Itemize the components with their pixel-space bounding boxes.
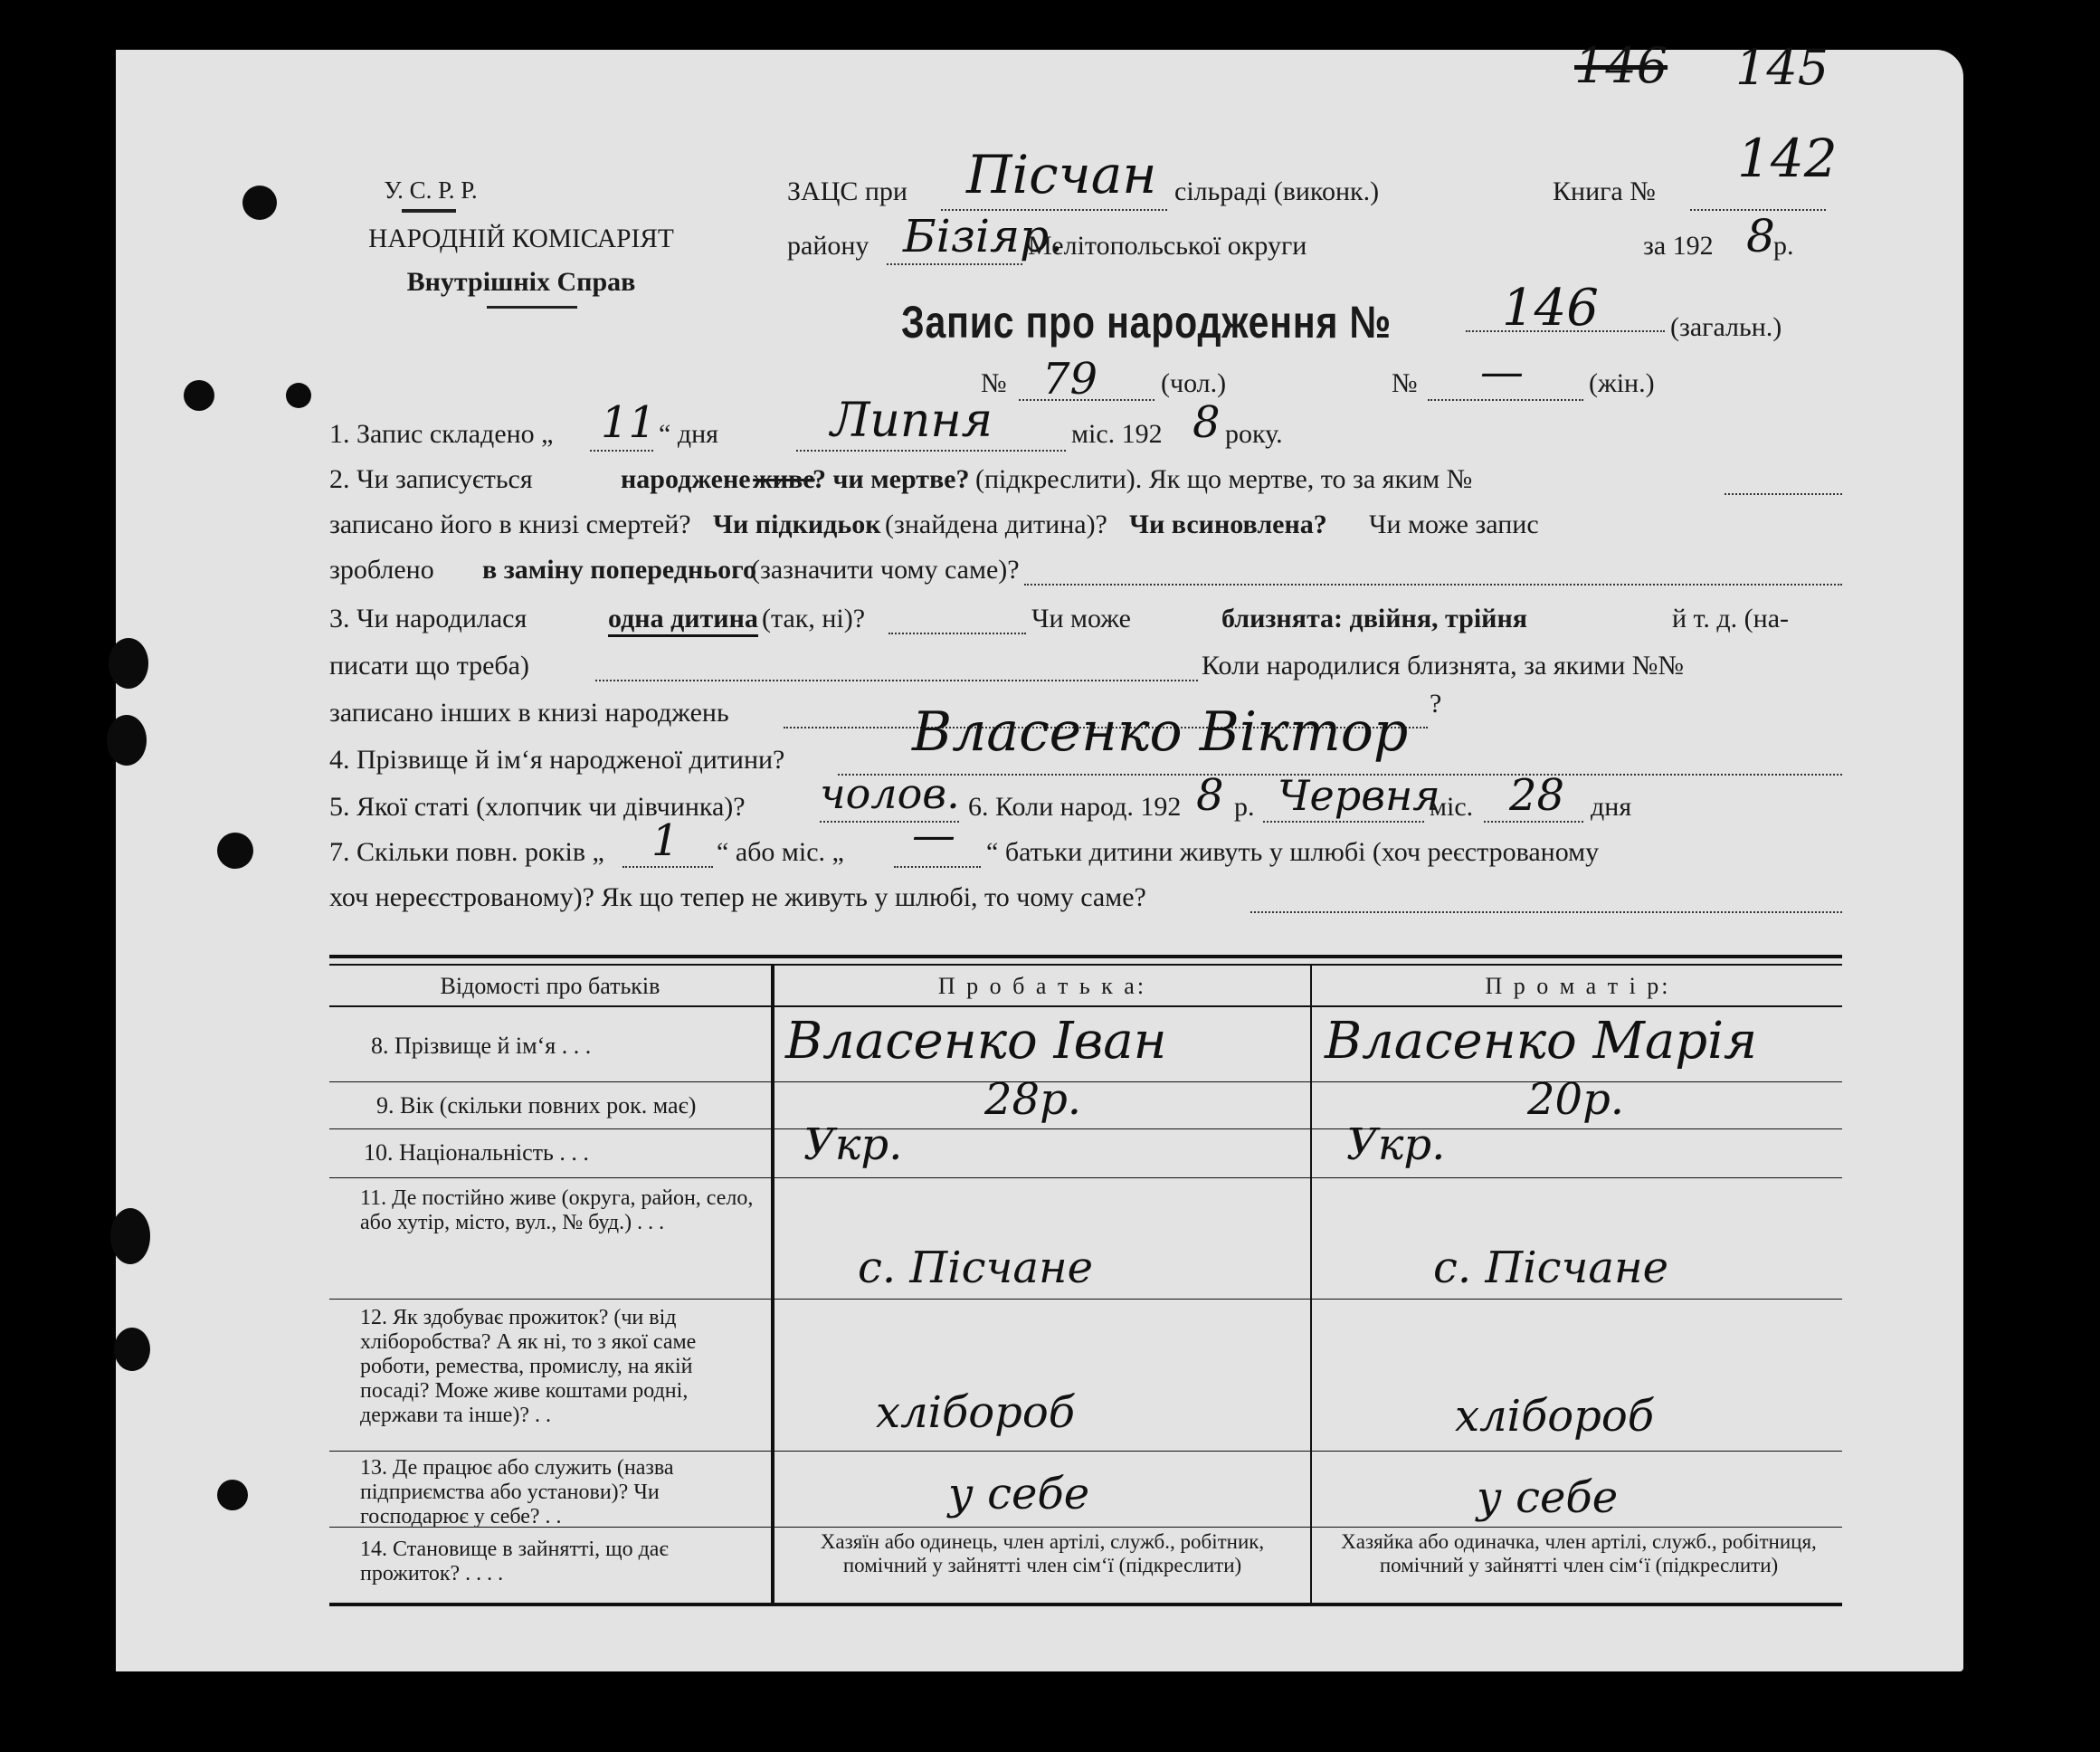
mother-name-handwritten: Власенко Марія xyxy=(1325,1012,1758,1071)
row-divider xyxy=(329,1128,1842,1129)
corner-number: 145 xyxy=(1735,39,1829,96)
internal-affairs-label: Внутрішніх Справ xyxy=(406,267,636,297)
punch-hole xyxy=(217,833,253,869)
punch-hole xyxy=(286,383,311,408)
line2-text-e: (підкреслити). Як що мертве, то за яким № xyxy=(975,464,1473,494)
year-handwritten: 8 xyxy=(1746,210,1775,262)
line4-text-a: зроблено xyxy=(329,555,434,585)
line5-text-c: (так, ні)? xyxy=(762,604,866,633)
line1-month-underline xyxy=(796,450,1066,452)
row14-label: 14. Становище в зайнятті, що дає прожиток? . . . . xyxy=(360,1538,669,1585)
male-number-handwritten: 79 xyxy=(1042,354,1098,405)
table-col-divider-2 xyxy=(1310,964,1312,1603)
line1-text-b: “ дня xyxy=(659,419,718,449)
row8-label: 8. Прізвище й ім‘я . . . xyxy=(371,1033,592,1059)
birth-day-handwritten: 28 xyxy=(1509,770,1565,821)
row12-label: 12. Як здобуває прожиток? (чи від хліборобства? А як ні, то з якої саме роботи, ремества, промислу, на якій посаді? Може живе коштами родні, держави та інше)? . . xyxy=(360,1306,697,1427)
line4-text-c: (зазначити чому саме)? xyxy=(751,555,1020,585)
line10-text-c: “ батьки дитини живуть у шлюбі (хоч реєстрованому xyxy=(986,837,1600,867)
line10-months-underline xyxy=(894,866,981,868)
mother-residence-handwritten: с. Пісчане xyxy=(1433,1243,1668,1293)
line10-years-underline xyxy=(622,866,713,868)
female-label: (жін.) xyxy=(1589,368,1655,398)
line9-text-c: р. xyxy=(1234,792,1255,822)
row-divider xyxy=(329,1451,1842,1452)
mother-workplace-handwritten: у себе xyxy=(1477,1472,1619,1523)
zags-suffix: сільраді (виконк.) xyxy=(1174,176,1380,206)
line1-text-a: 1. Запис складено „ xyxy=(329,419,554,449)
line9-text-d: міс. xyxy=(1430,792,1474,822)
line2-alive: живе xyxy=(753,464,815,494)
line9-day-underline xyxy=(1484,821,1583,823)
line4-replacement: в заміну попереднього xyxy=(482,555,757,585)
ussr-label: У. С. Р. Р. xyxy=(384,176,478,204)
table-top-rule-2 xyxy=(329,964,1842,966)
line6-text-a: писати що треба) xyxy=(329,651,529,681)
okrug-label: Мелітопольської округи xyxy=(1028,231,1307,261)
line5-text-d: Чи може xyxy=(1031,604,1131,633)
row13-label: 13. Де працює або служить (назва підприємства або установи)? Чи господарює у себе? . . xyxy=(360,1456,674,1528)
punch-hole xyxy=(217,1480,248,1510)
child-sex-handwritten: чолов. xyxy=(820,769,960,818)
birth-year-handwritten: 8 xyxy=(1196,770,1224,821)
document-page xyxy=(116,37,1963,1671)
year-prefix: за 192 xyxy=(1643,231,1714,261)
line7-question: ? xyxy=(1430,689,1442,719)
table-bottom-rule xyxy=(329,1603,1842,1606)
father-residence-handwritten: с. Пісчане xyxy=(858,1243,1093,1293)
line1-day-handwritten: 11 xyxy=(601,397,657,448)
punch-hole xyxy=(242,186,277,220)
line1-text-c: міс. 192 xyxy=(1071,419,1163,449)
row10-label: 10. Національність . . . xyxy=(364,1139,589,1166)
line7-text-a: записано інших в книзі народжень xyxy=(329,698,729,728)
line5-text-f: й т. д. (на- xyxy=(1672,604,1790,633)
table-top-rule xyxy=(329,955,1842,958)
mother-occupation-handwritten: хлібороб xyxy=(1455,1391,1655,1442)
line1-text-d: року. xyxy=(1225,419,1283,449)
row-divider xyxy=(329,1177,1842,1178)
mother-nationality-handwritten: Укр. xyxy=(1346,1119,1446,1170)
line4-underline xyxy=(1024,584,1842,586)
line11-underline xyxy=(1250,911,1842,913)
row11-label: 11. Де постійно живе (округа, район, село, або хутір, місто, вул., № буд.) . . . xyxy=(360,1186,754,1234)
line5-underline xyxy=(888,633,1026,634)
punch-hole xyxy=(107,715,147,766)
female-number-label: № xyxy=(1392,368,1418,398)
child-name-handwritten: Власенко Віктор xyxy=(912,700,1409,764)
ussr-divider xyxy=(402,209,456,213)
line1-year-handwritten: 8 xyxy=(1193,397,1221,448)
col-header-parents: Відомості про батьків xyxy=(440,973,660,999)
line3-foundling: Чи підкидьок xyxy=(713,509,881,539)
line3-text-e: Чи може запис xyxy=(1369,509,1539,539)
male-label: (чол.) xyxy=(1161,368,1227,398)
line3-text-a: записано його в книзі смертей? xyxy=(329,509,691,539)
line9-text-e: дня xyxy=(1591,792,1632,822)
punch-hole xyxy=(110,1208,150,1264)
internal-divider xyxy=(487,306,577,309)
book-label: Книга № xyxy=(1553,176,1656,206)
line9-month-underline xyxy=(1263,821,1424,823)
record-title: Запис про народження № xyxy=(901,297,1392,348)
line5-text-a: 3. Чи народилася xyxy=(329,604,527,633)
line9-text-a: 5. Якої статі (хлопчик чи дівчинка)? xyxy=(329,792,746,822)
female-number-handwritten: — xyxy=(1480,347,1524,397)
line2-born: народжене xyxy=(621,464,751,494)
line3-text-c: (знайдена дитина)? xyxy=(885,509,1107,539)
father-workplace-handwritten: у себе xyxy=(948,1469,1090,1519)
record-general-label: (загальн.) xyxy=(1670,312,1782,342)
punch-hole xyxy=(184,380,214,411)
zags-handwritten: Пісчан xyxy=(966,144,1157,205)
marriage-months-handwritten: — xyxy=(912,810,955,861)
line2-dead: ? чи мертве? xyxy=(812,464,970,494)
col-header-father: П р о б а т ь к а: xyxy=(937,973,1147,999)
mother-age-handwritten: 20р. xyxy=(1527,1074,1625,1125)
line3-adopted: Чи всиновлена? xyxy=(1129,509,1327,539)
line6-underline xyxy=(595,680,1198,681)
line1-month-handwritten: Липня xyxy=(831,394,993,448)
male-number-label: № xyxy=(981,368,1007,398)
book-number-handwritten: 142 xyxy=(1737,128,1838,189)
table-header-rule xyxy=(329,1005,1842,1007)
line10-text-b: “ або міс. „ xyxy=(717,837,844,867)
line1-day-underline xyxy=(590,450,653,452)
father-age-handwritten: 28р. xyxy=(984,1074,1082,1125)
row9-label: 9. Вік (скільки повних рок. має) xyxy=(376,1092,697,1119)
corner-struck-number: 146 xyxy=(1574,37,1668,94)
line5-twins: близнята: двійня, трійня xyxy=(1221,604,1527,633)
row-divider xyxy=(329,1299,1842,1300)
col-header-mother: П р о м а т і р: xyxy=(1485,973,1671,999)
year-suffix: р. xyxy=(1773,231,1794,261)
father-name-handwritten: Власенко Іван xyxy=(785,1012,1167,1071)
zags-label: ЗАЦС при xyxy=(787,176,907,206)
father-nationality-handwritten: Укр. xyxy=(803,1119,903,1170)
record-number-handwritten: 146 xyxy=(1502,279,1599,338)
line6-text-b: Коли народилися близнята, за якими №№ xyxy=(1202,651,1685,681)
punch-hole xyxy=(114,1328,150,1371)
father-occupation-handwritten: хлібороб xyxy=(876,1387,1076,1438)
line2-text-a: 2. Чи записується xyxy=(329,464,533,494)
birth-month-handwritten: Червня xyxy=(1278,771,1440,820)
raion-underline xyxy=(887,263,1022,265)
marriage-years-handwritten: 1 xyxy=(651,815,679,866)
line2-underline xyxy=(1725,493,1842,495)
father-status-options: Хазяїн або одинець, член артілі, служб., робітник, помічний у зайнятті член сім‘ї (підкреслити) xyxy=(820,1530,1265,1576)
line11-text-a: хоч нереєстрованому)? Як що тепер не живуть у шлюбі, то чому саме? xyxy=(329,882,1146,912)
line10-text-a: 7. Скільки повн. років „ xyxy=(329,837,604,867)
mother-status-options: Хазяйка або одиначка, член артілі, служб., робітниця, помічний у зайнятті член сім‘ї (підкреслити) xyxy=(1341,1530,1817,1576)
commissariat-label: НАРОДНІЙ КОМІСАРІЯТ xyxy=(368,224,674,253)
raion-handwritten: Бізіяр. xyxy=(903,210,1064,262)
punch-hole xyxy=(109,638,148,689)
line8-text-a: 4. Прізвище й ім‘я народженої дитини? xyxy=(329,745,785,775)
raion-label: району xyxy=(787,231,869,261)
line5-single-child: одна дитина xyxy=(608,604,758,637)
line9-text-b: 6. Коли народ. 192 xyxy=(968,792,1182,822)
female-number-underline xyxy=(1428,399,1583,401)
